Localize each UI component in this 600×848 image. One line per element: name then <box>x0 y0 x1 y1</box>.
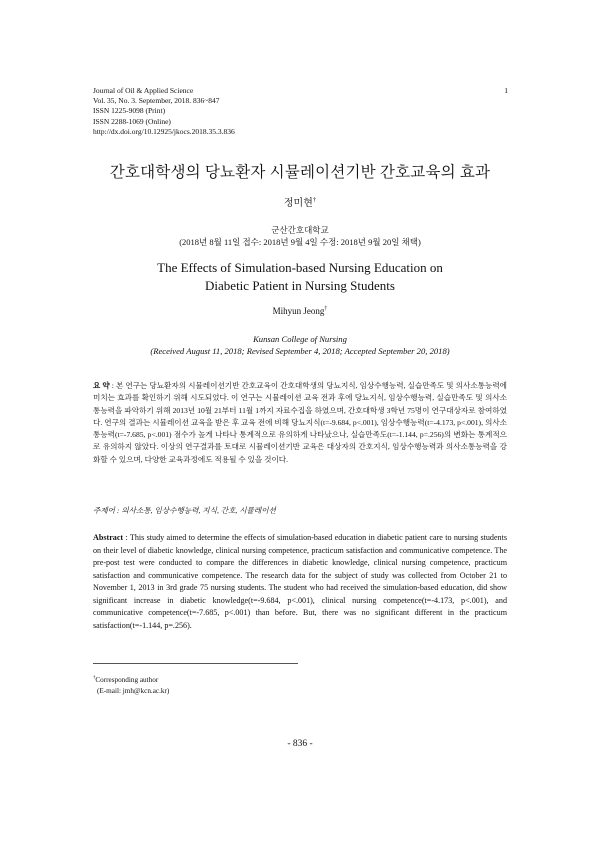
footnote-divider <box>93 663 298 664</box>
journal-name: Journal of Oil & Applied Science <box>93 86 194 95</box>
korean-abstract-label: 요 약 <box>93 381 110 390</box>
english-dates: (Received August 11, 2018; Revised September 4, 2018; Accepted September 20, 2018) <box>150 346 450 356</box>
english-abstract-label: Abstract <box>93 533 124 542</box>
korean-affiliation: 군산간호대학교 <box>271 225 329 235</box>
english-author-dagger: † <box>324 306 328 312</box>
english-title <box>60 259 540 295</box>
journal-issn-online: ISSN 2288-1069 (Online) <box>93 116 171 126</box>
page-folio: - 836 - <box>287 739 313 749</box>
korean-abstract-text: : 본 연구는 당뇨환자의 시뮬레이션기반 간호교육이 간호대학생의 당뇨지식, 임상수행능력, 실습만족도 및 의사소통능력에 미치는 효과를 확인하기 위해 시도되었다. 이 연구는 시뮬레이션 교육 전과 후에 당뇨지식, 임상수행능력, 실습만족도 및 의사소통능력을 파악하기 위해 2013년 10월 21부터 11월 1까지 자료수집을 하였으며, 간호대학생 3학년 75명이 연구대상자로 참여하였다. 연구의 결과는 시뮬레이션 교육을 받은 후 교육 전에 비해 당뇨지식(t=-9.684, p<.001), 임상수행능력(t=-4.173, p<.001), 의사소통능력(t=-7.685, p<.001) 점수가 높게 나타나 통계적으로 유의하게 나타났으나, 실습만족도(t=-1.144, p=.256)의 변화는 통계적으로 유의하지 않았다. 이상의 연구결과를 토대로 시뮬레이션기반 교육은 대상자의 간호지식, 임상수행능력과 의사소통능력을 강화할 수 있으며, 다양한 교육과정에도 적용될 수 있을 것이다. <box>93 381 507 464</box>
english-abstract <box>93 532 507 632</box>
footnote <box>93 675 169 697</box>
journal-volume: Vol. 35, No. 3. September, 2018. 836~847 <box>93 96 220 106</box>
english-title-line2: Diabetic Patient in Nursing Students <box>205 278 395 293</box>
journal-issn-print: ISSN 1225-9098 (Print) <box>93 106 166 116</box>
korean-dates: (2018년 8월 11일 접수: 2018년 9월 4일 수정: 2018년 9월 20일 채택) <box>179 237 421 247</box>
journal-doi: http://dx.doi.org/10.12925/jkocs.2018.35.3.836 <box>93 126 235 136</box>
english-affiliation: Kunsan College of Nursing <box>253 334 347 344</box>
english-author-name: Mihyun Jeong <box>272 306 325 316</box>
journal-info <box>93 86 235 137</box>
author-dagger: † <box>312 196 317 204</box>
footnote-email: (E-mail: jmh@kcn.ac.kr) <box>97 687 170 695</box>
korean-abstract <box>93 380 507 466</box>
english-abstract-text: : This study aimed to determine the effects of simulation-based education in diabetic patient care to nursing students on their level of diabetic knowledge, clinical nursing competence, practicum satisfaction and communicative competence. The pre-post test were conducted to compare the differences in diabetic knowledge, clinical nursing competence, practicum satisfaction and communicative competence. The research data for the subject of study was collected from October 21 to November 1, 2013 in 3rd grade 75 nursing students. The student who had received the simulation-based education, did show significant increase in diabetic knowledge(t=-9.684, p<.001), clinical nursing competence(t=-4.173, p<.001), and communicative competence(t=-7.685, p<.001) than before. But, there was no significant different in the practicum satisfaction(t=-1.144, p=.256). <box>93 533 507 630</box>
page-number: 1 <box>504 86 508 95</box>
footnote-corresponding: Corresponding author <box>95 676 159 684</box>
korean-author <box>60 194 540 209</box>
korean-title: 간호대학생의 당뇨환자 시뮬레이션기반 간호교육의 효과 <box>109 164 491 181</box>
korean-author-name: 정미현 <box>283 198 313 209</box>
keywords: 주제어 : 의사소통, 임상수행능력, 지식, 간호, 시뮬레이션 <box>93 506 276 515</box>
english-title-line1: The Effects of Simulation-based Nursing Education on <box>157 260 443 275</box>
footnote-dagger: † <box>93 675 96 681</box>
english-author <box>60 306 540 316</box>
